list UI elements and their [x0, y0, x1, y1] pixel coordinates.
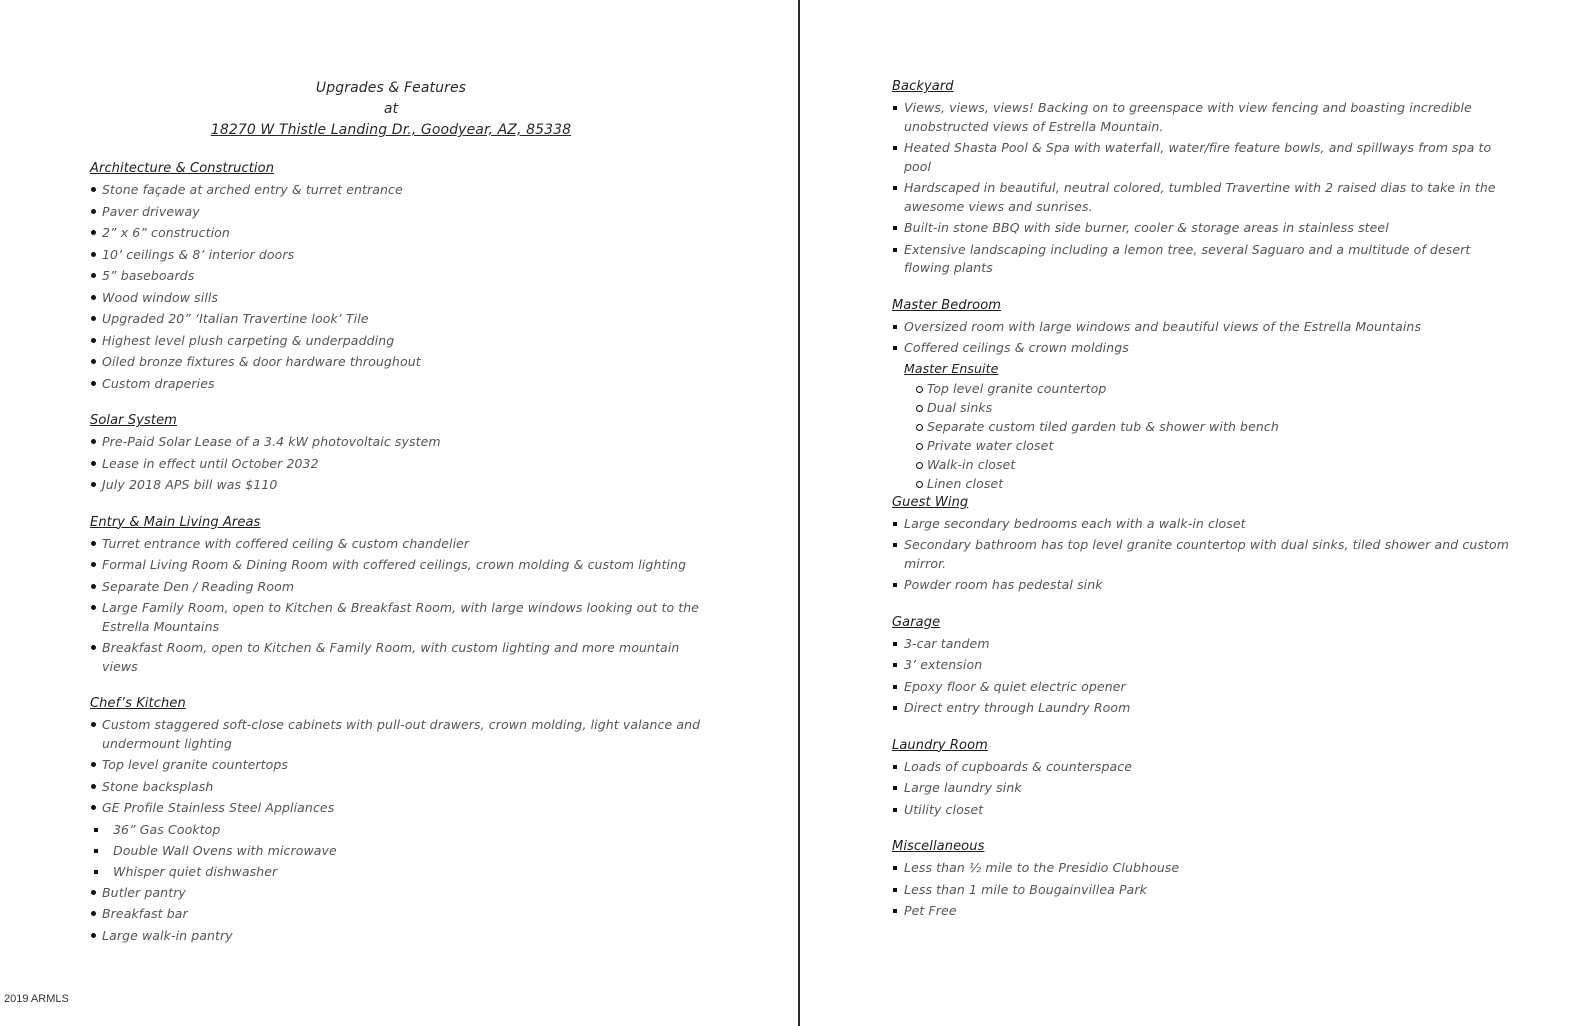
left-page [90, 78, 710, 948]
section-title: Architecture & Construction [90, 161, 275, 176]
master-ensuite-list [892, 380, 1512, 493]
list-item: Utility closet [892, 801, 1512, 820]
section-architecture-construction [90, 160, 710, 393]
master-ensuite-heading: Master Ensuite [904, 360, 999, 376]
bullet-list [892, 515, 1512, 595]
list-item: Less than ½ mile to the Presidio Clubhouse [892, 859, 1512, 878]
ensuite-item: Separate custom tiled garden tub & shower with bench [892, 418, 1512, 436]
list-item: Direct entry through Laundry Room [892, 699, 1512, 718]
list-item: Upgraded 20” ‘Italian Travertine look’ Tile [90, 310, 710, 329]
section-title: Backyard [892, 79, 954, 94]
kitchen-list [90, 716, 710, 818]
list-item: Breakfast bar [90, 905, 710, 924]
list-item: Custom draperies [90, 375, 710, 394]
section-title: Laundry Room [892, 737, 988, 753]
section-solar-system [90, 412, 710, 495]
list-item: Stone façade at arched entry & turret entrance [90, 181, 710, 200]
list-item: Lease in effect until October 2032 [90, 455, 710, 474]
list-item: Built-in stone BBQ with side burner, cooler & storage areas in stainless steel [892, 219, 1512, 238]
list-item: Oiled bronze fixtures & door hardware throughout [90, 353, 710, 372]
list-item: 5” baseboards [90, 267, 710, 286]
ensuite-item: Dual sinks [892, 399, 1512, 417]
section-title: Miscellaneous [892, 839, 985, 854]
section-master-bedroom [892, 297, 1512, 493]
list-item: Coffered ceilings & crown moldings [892, 339, 1512, 358]
list-item: Views, views, views! Backing on to greenspace with view fencing and boasting incredible unobstructed views of Estrella Mountain. [892, 99, 1512, 136]
appliance-item: 36” Gas Cooktop [90, 821, 710, 839]
list-item: Breakfast Room, open to Kitchen & Family Room, with custom lighting and more mountain views [90, 639, 710, 676]
section-title: Solar System [90, 413, 177, 428]
section-title: Master Bedroom [892, 297, 1002, 313]
section-title: Entry & Main Living Areas [90, 514, 261, 530]
list-item: Separate Den / Reading Room [90, 578, 710, 597]
list-item: Large Family Room, open to Kitchen & Breakfast Room, with large windows looking out to the Estrella Mountains [90, 599, 710, 636]
list-item: Large laundry sink [892, 779, 1512, 798]
section-chefs-kitchen [90, 695, 710, 945]
right-sections [892, 494, 1512, 921]
ensuite-item: Top level granite countertop [892, 380, 1512, 398]
list-item: Oversized room with large windows and beautiful views of the Estrella Mountains [892, 318, 1512, 337]
page-divider [798, 0, 800, 1026]
backyard-list [892, 99, 1512, 278]
list-item: Hardscaped in beautiful, neutral colored, tumbled Travertine with 2 raised dias to take in the awesome views and sunrises. [892, 179, 1512, 216]
list-item: Large secondary bedrooms each with a walk-in closet [892, 515, 1512, 534]
list-item: July 2018 APS bill was $110 [90, 476, 710, 495]
section-title: Guest Wing [892, 494, 969, 510]
bullet-list [90, 535, 710, 677]
list-item: Top level granite countertops [90, 756, 710, 775]
list-item: Highest level plush carpeting & underpadding [90, 332, 710, 351]
bullet-list [90, 181, 710, 393]
section-laundry-room [892, 737, 1512, 820]
list-item: Secondary bathroom has top level granite countertop with dual sinks, tiled shower and custom mirror. [892, 536, 1512, 573]
bullet-list [892, 758, 1512, 820]
property-address: 18270 W Thistle Landing Dr., Goodyear, AZ, 85338 [210, 122, 572, 138]
bullet-list [892, 859, 1512, 921]
appliance-item: Double Wall Ovens with microwave [90, 842, 710, 860]
section-miscellaneous [892, 838, 1512, 921]
list-item: Extensive landscaping including a lemon tree, several Saguaro and a multitude of desert flowing plants [892, 241, 1512, 278]
list-item: Turret entrance with coffered ceiling & custom chandelier [90, 535, 710, 554]
master-bedroom-list [892, 318, 1512, 358]
section-backyard [892, 78, 1512, 278]
list-item: Large walk-in pantry [90, 927, 710, 946]
list-item: Less than 1 mile to Bougainvillea Park [892, 881, 1512, 900]
document-at: at [383, 101, 399, 117]
list-item: Stone backsplash [90, 778, 710, 797]
section-garage [892, 614, 1512, 718]
appliance-item: Whisper quiet dishwasher [90, 863, 710, 881]
ensuite-item: Private water closet [892, 437, 1512, 455]
bullet-list [90, 433, 710, 495]
list-item: 10’ ceilings & 8’ interior doors [90, 246, 710, 265]
document-title: Upgrades & Features [315, 80, 467, 96]
section-title: Garage [892, 614, 941, 630]
list-item: Pre-Paid Solar Lease of a 3.4 kW photovoltaic system [90, 433, 710, 452]
copyright-footer: 2019 ARMLS [4, 993, 69, 1005]
list-item: Wood window sills [90, 289, 710, 308]
list-item: 3’ extension [892, 656, 1512, 675]
right-page [892, 78, 1512, 924]
list-item: 3-car tandem [892, 635, 1512, 654]
list-item: 2” x 6” construction [90, 224, 710, 243]
list-item: Pet Free [892, 902, 1512, 921]
bullet-list [892, 635, 1512, 718]
list-item: GE Profile Stainless Steel Appliances [90, 799, 710, 818]
section-guest-wing [892, 494, 1512, 595]
left-sections [90, 160, 710, 676]
list-item: Formal Living Room & Dining Room with coffered ceilings, crown molding & custom lighting [90, 556, 710, 575]
list-item: Custom staggered soft-close cabinets with pull-out drawers, crown molding, light valance and undermount lighting [90, 716, 710, 753]
section-title: Chef’s Kitchen [90, 696, 186, 711]
kitchen-list-continued [90, 884, 710, 946]
list-item: Heated Shasta Pool & Spa with waterfall, water/fire feature bowls, and spillways from spa to pool [892, 139, 1512, 176]
appliance-list [90, 821, 710, 881]
list-item: Loads of cupboards & counterspace [892, 758, 1512, 777]
list-item: Epoxy floor & quiet electric opener [892, 678, 1512, 697]
list-item: Butler pantry [90, 884, 710, 903]
document-header [90, 78, 692, 141]
section-entry-main-living-areas [90, 514, 710, 677]
list-item: Powder room has pedestal sink [892, 576, 1512, 595]
ensuite-item: Linen closet [892, 475, 1512, 493]
list-item: Paver driveway [90, 203, 710, 222]
ensuite-item: Walk-in closet [892, 456, 1512, 474]
